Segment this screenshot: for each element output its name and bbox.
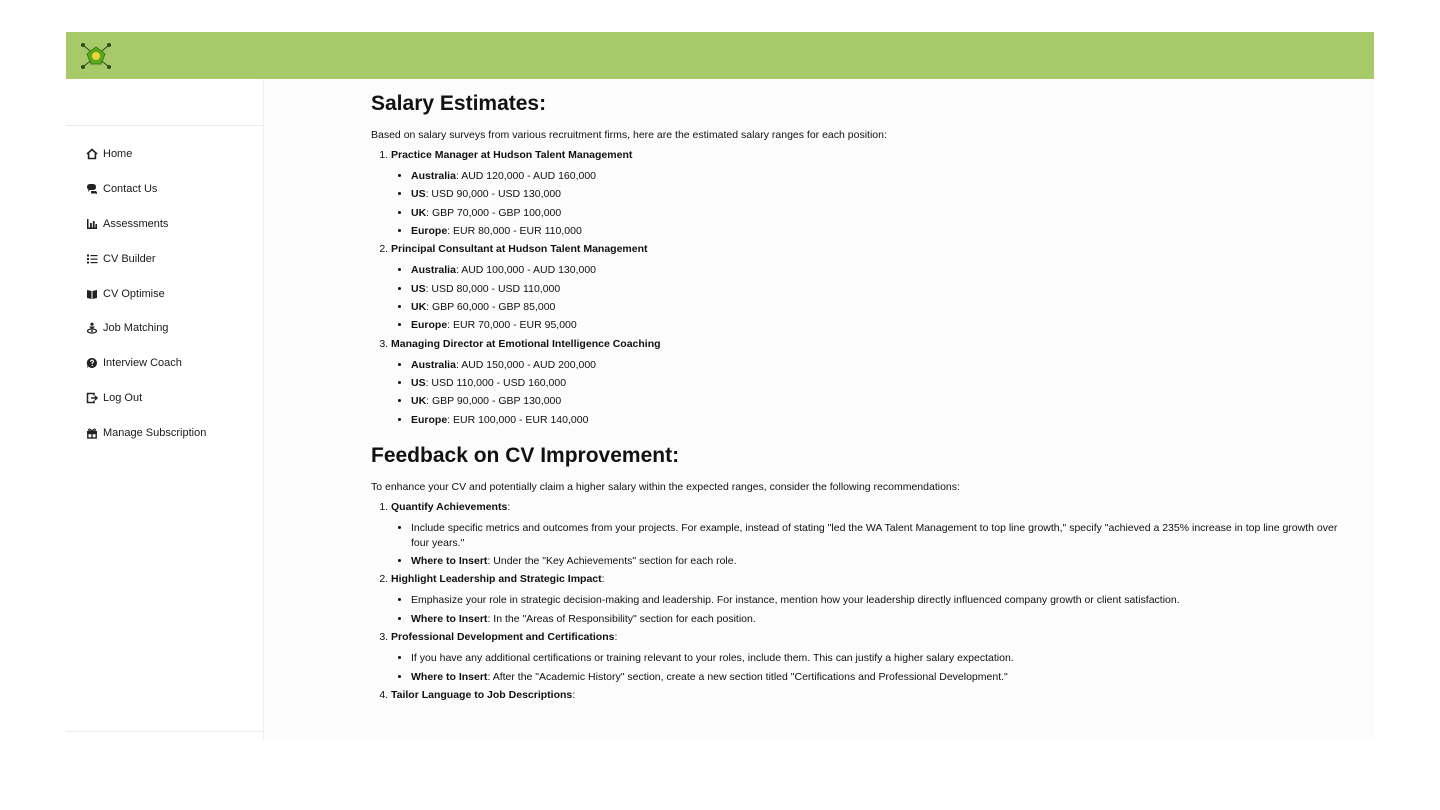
list-item bbox=[411, 612, 1356, 627]
salary-range: : EUR 70,000 - EUR 95,000 bbox=[447, 319, 577, 332]
list-item bbox=[391, 572, 1356, 626]
list-item: • Emphasize your role in strategic decision-making and leadership. For instance, mention how your leadership directly influenced company growth or client satisfaction. bbox=[411, 593, 1356, 608]
recommendation-details bbox=[411, 521, 1356, 568]
sidebar-item-label: Interview Coach bbox=[103, 357, 182, 370]
divider bbox=[66, 731, 264, 732]
where-label: Where to Insert bbox=[411, 670, 488, 683]
list-item bbox=[411, 376, 1356, 391]
where-label: Where to Insert bbox=[411, 554, 488, 567]
where-text: : Under the "Key Achievements" section for each role. bbox=[487, 554, 737, 567]
sidebar-item-assessments[interactable] bbox=[66, 207, 264, 242]
sidebar-item-manage-subscription[interactable] bbox=[66, 415, 264, 450]
recommendation-title: Quantify Achievements bbox=[391, 501, 508, 514]
list-item bbox=[391, 500, 1356, 568]
list-item bbox=[391, 242, 1356, 332]
sidebar-item-contact-us[interactable] bbox=[66, 172, 264, 207]
list-item bbox=[411, 224, 1356, 239]
logout-icon bbox=[86, 392, 98, 404]
role-list bbox=[391, 148, 1356, 427]
recommendation-list bbox=[391, 500, 1356, 702]
salary-range: : GBP 90,000 - GBP 130,000 bbox=[426, 395, 562, 408]
app-window bbox=[66, 32, 1374, 740]
salary-estimates-section bbox=[371, 91, 1356, 427]
list-item bbox=[391, 337, 1356, 427]
logo-icon[interactable] bbox=[80, 41, 112, 71]
region-label: Australia bbox=[411, 358, 456, 371]
list-item bbox=[411, 206, 1356, 221]
salary-range-list bbox=[411, 263, 1356, 332]
punctuation: : bbox=[601, 573, 605, 586]
sidebar-item-label: Contact Us bbox=[103, 183, 158, 196]
salary-range: : USD 90,000 - USD 130,000 bbox=[425, 188, 562, 201]
region-label: US bbox=[411, 188, 426, 201]
recommendation-title: Highlight Leadership and Strategic Impact bbox=[391, 573, 602, 586]
list-item bbox=[411, 554, 1356, 569]
where-text: : After the "Academic History" section, create a new section titled "Certifications and Professional Development." bbox=[487, 670, 1008, 683]
recommendation-details bbox=[411, 651, 1356, 684]
list-item bbox=[391, 148, 1356, 238]
report-content bbox=[371, 91, 1356, 706]
sidebar-item-label: CV Optimise bbox=[103, 287, 165, 300]
region-label: Europe bbox=[411, 319, 448, 332]
section-title: Salary Estimates: bbox=[371, 92, 547, 115]
section-intro: To enhance your CV and potentially claim a higher salary within the expected ranges, consider the following recommendations: bbox=[371, 481, 960, 494]
salary-range: : EUR 100,000 - EUR 140,000 bbox=[447, 413, 589, 426]
sidebar-item-cv-optimise[interactable] bbox=[66, 276, 264, 311]
list-item bbox=[411, 394, 1356, 409]
sidebar-item-home[interactable] bbox=[66, 137, 264, 172]
sidebar-nav bbox=[66, 137, 264, 450]
book-icon bbox=[86, 288, 98, 300]
region-label: US bbox=[411, 377, 426, 390]
list-item: • Include specific metrics and outcomes from your projects. For example, instead of stating "led the WA Talent Management to top line growth," specify "achieved a 235% increase in top line growth over four years." bbox=[411, 521, 1356, 550]
sidebar-item-job-matching[interactable] bbox=[66, 311, 264, 346]
salary-range: : AUD 150,000 - AUD 200,000 bbox=[455, 358, 597, 371]
divider bbox=[66, 125, 264, 126]
list-item bbox=[411, 670, 1356, 685]
top-bar bbox=[66, 32, 1374, 79]
section-intro: Based on salary surveys from various recruitment firms, here are the estimated salary ranges for each position: bbox=[371, 129, 887, 141]
region-label: Europe bbox=[411, 224, 448, 237]
sidebar bbox=[66, 79, 264, 740]
sidebar-item-label: CV Builder bbox=[103, 252, 156, 265]
salary-range-list bbox=[411, 358, 1356, 427]
region-label: UK bbox=[411, 395, 427, 408]
question-bubble-icon bbox=[86, 357, 98, 369]
role-title: Managing Director at Emotional Intelligence Coaching bbox=[391, 337, 661, 350]
list-item bbox=[411, 282, 1356, 297]
gift-icon bbox=[86, 427, 98, 439]
sidebar-item-cv-builder[interactable] bbox=[66, 241, 264, 276]
sidebar-item-label: Job Matching bbox=[103, 322, 169, 335]
section-title: Feedback on CV Improvement: bbox=[371, 444, 680, 468]
role-title: Practice Manager at Hudson Talent Management bbox=[391, 149, 633, 161]
sidebar-item-label: Assessments bbox=[103, 217, 169, 230]
sidebar-item-interview-coach[interactable] bbox=[66, 346, 264, 381]
main-content bbox=[264, 79, 1374, 740]
salary-range: : GBP 70,000 - GBP 100,000 bbox=[426, 206, 562, 219]
salary-range: : AUD 100,000 - AUD 130,000 bbox=[455, 264, 597, 277]
region-label: Australia bbox=[411, 170, 456, 182]
salary-range: : AUD 120,000 - AUD 160,000 bbox=[455, 170, 597, 182]
bar-chart-icon bbox=[86, 218, 98, 230]
recommendation-title: Tailor Language to Job Descriptions bbox=[391, 689, 573, 702]
list-item bbox=[391, 630, 1356, 684]
salary-range: : GBP 60,000 - GBP 85,000 bbox=[426, 300, 556, 313]
salary-range-list bbox=[411, 169, 1356, 238]
sidebar-item-label: Home bbox=[103, 148, 133, 161]
region-label: Australia bbox=[411, 264, 456, 277]
list-item bbox=[411, 300, 1356, 315]
salary-range: : USD 80,000 - USD 110,000 bbox=[425, 282, 561, 295]
list-item bbox=[411, 263, 1356, 278]
list-item bbox=[411, 169, 1356, 184]
sidebar-item-label: Manage Subscription bbox=[103, 426, 207, 439]
recommendation-title: Professional Development and Certifications bbox=[391, 631, 615, 644]
region-label: UK bbox=[411, 206, 427, 219]
list-icon bbox=[86, 253, 98, 265]
list-item bbox=[411, 318, 1356, 333]
sidebar-item-label: Log Out bbox=[103, 391, 143, 404]
punctuation: : bbox=[572, 689, 576, 702]
punctuation: : bbox=[507, 501, 511, 514]
list-item bbox=[411, 413, 1356, 428]
role-title: Principal Consultant at Hudson Talent Management bbox=[391, 243, 648, 256]
home-icon bbox=[86, 148, 98, 160]
list-item bbox=[411, 358, 1356, 373]
person-target-icon bbox=[86, 322, 98, 334]
region-label: US bbox=[411, 282, 426, 295]
where-text: : In the "Areas of Responsibility" section for each position. bbox=[487, 612, 756, 625]
region-label: Europe bbox=[411, 413, 448, 426]
punctuation: : bbox=[614, 631, 618, 644]
contact-icon bbox=[86, 183, 98, 195]
cv-feedback-section bbox=[371, 443, 1356, 702]
where-label: Where to Insert bbox=[411, 612, 488, 625]
sidebar-item-log-out[interactable] bbox=[66, 381, 264, 416]
list-item: • If you have any additional certifications or training relevant to your roles, include them. This can justify a higher salary expectation. bbox=[411, 651, 1356, 666]
recommendation-details bbox=[411, 593, 1356, 626]
salary-range: : EUR 80,000 - EUR 110,000 bbox=[447, 224, 582, 237]
list-item bbox=[391, 688, 1356, 702]
salary-range: : USD 110,000 - USD 160,000 bbox=[425, 377, 567, 390]
list-item bbox=[411, 187, 1356, 202]
region-label: UK bbox=[411, 300, 427, 313]
